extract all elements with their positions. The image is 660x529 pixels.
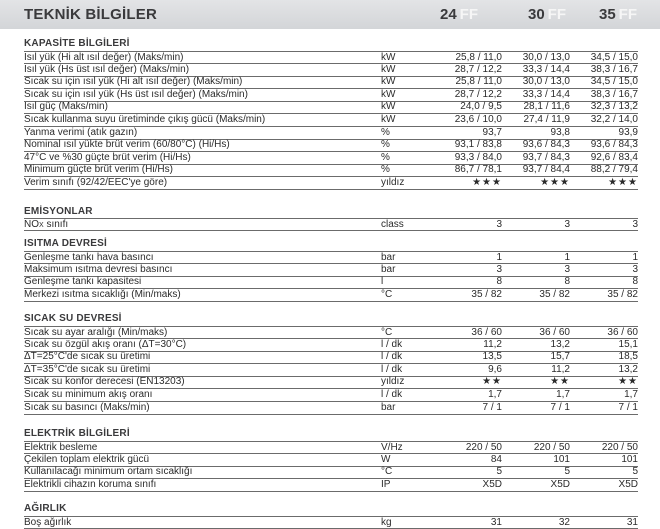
row-value: 7 / 1 — [482, 401, 502, 413]
row-value: 11,2 — [483, 338, 502, 350]
row-unit: % — [381, 139, 390, 151]
row-label: Sıcak su minimum akış oranı — [24, 389, 153, 400]
row-value: 13,2 — [550, 338, 570, 350]
row-unit: kW — [381, 76, 396, 88]
row-value: 7 / 1 — [550, 401, 570, 413]
row-unit: °C — [381, 288, 393, 300]
table-row — [24, 454, 638, 467]
row-label-text: NO — [24, 219, 39, 230]
row-value: 9,6 — [488, 363, 502, 375]
row-value: X5D — [482, 478, 502, 490]
row-label: Sıcak kullanma suyu üretiminde çıkış gücü (Maks/min) — [24, 114, 266, 125]
table-row — [24, 402, 638, 415]
row-value: 33,3 / 14,4 — [522, 88, 570, 100]
row-value: 30,0 / 13,0 — [522, 76, 570, 88]
row-unit: kW — [381, 114, 396, 125]
row-value: 36 / 60 — [607, 327, 638, 338]
row-unit: class — [381, 219, 404, 230]
row-value: 93,6 / 84,3 — [522, 139, 570, 151]
row-value: 5 — [496, 466, 502, 478]
row-value: 33,3 / 14,4 — [522, 63, 570, 75]
row-value: 93,1 / 83,8 — [454, 139, 502, 151]
row-label: Yanma verimi (atık gazın) — [24, 126, 138, 138]
section-title: KAPASİTE BİLGİLERİ — [24, 38, 130, 49]
row-value: 36 / 60 — [539, 327, 570, 338]
row-value: 220 / 50 — [533, 442, 570, 453]
row-unit: % — [381, 151, 390, 163]
row-value: 5 — [564, 466, 570, 478]
row-unit: yıldız — [381, 177, 405, 188]
row-value: 5 — [632, 466, 638, 478]
section-title: ELEKTRİK BİLGİLERİ — [24, 428, 130, 439]
row-value: 1,7 — [556, 389, 570, 400]
row-value: 1 — [632, 252, 638, 263]
row-label-subscript: X — [39, 222, 44, 229]
row-unit: bar — [381, 263, 396, 275]
row-value: 15,7 — [550, 351, 570, 363]
row-value: 11,2 — [551, 363, 570, 375]
row-value: 28,7 / 12,2 — [454, 88, 502, 100]
row-label: Verim sınıfı (92/42/EEC'ye göre) — [24, 177, 168, 188]
table-row — [24, 251, 638, 264]
row-value: 3 — [564, 263, 570, 275]
row-value: 1 — [496, 252, 502, 263]
table-row — [24, 218, 638, 231]
row-value: 32 — [558, 517, 570, 528]
row-value: 93,7 / 84,3 — [522, 151, 570, 163]
row-value: 93,3 / 84,0 — [454, 151, 502, 163]
star-rating: ★★★ — [608, 177, 638, 188]
table-row — [24, 326, 638, 339]
row-label: Sıcak su ayar aralığı (Min/maks) — [24, 327, 168, 338]
page-title: TEKNİK BİLGİLER — [24, 6, 157, 23]
row-unit: l / dk — [381, 338, 403, 350]
row-label: Merkezi ısıtma sıcaklığı (Min/maks) — [24, 288, 181, 300]
row-value: 36 / 60 — [471, 327, 502, 338]
star-rating: ★★★ — [540, 177, 570, 188]
row-value: 27,4 / 11,9 — [523, 114, 570, 125]
row-value: 30,0 / 13,0 — [522, 52, 570, 63]
row-value: 1,7 — [624, 389, 638, 400]
row-value: 34,5 / 15,0 — [590, 76, 638, 88]
row-unit: l / dk — [381, 351, 403, 363]
table-row — [24, 139, 638, 152]
section-title: SICAK SU DEVRESİ — [24, 313, 122, 324]
row-unit: kW — [381, 88, 396, 100]
row-value: 1,7 — [488, 389, 502, 400]
star-rating: ★★ — [550, 376, 570, 388]
row-value: 92,6 / 83,4 — [590, 151, 638, 163]
table-row — [24, 276, 638, 289]
row-label: Kullanılacağı minimum ortam sıcaklığı — [24, 466, 193, 478]
row-value: 8 — [496, 276, 502, 288]
row-unit: bar — [381, 252, 396, 263]
row-label: ΔT=35°C'de sıcak su üretimi — [24, 363, 151, 375]
table-row — [24, 64, 638, 77]
star-rating: ★★ — [618, 376, 638, 388]
row-unit: kW — [381, 63, 396, 75]
row-label: Nominal ısıl yükte brüt verim (60/80°C) (Hi/Hs) — [24, 139, 230, 151]
table-row — [24, 76, 638, 89]
row-value: 84 — [490, 453, 502, 465]
row-value: 1 — [564, 252, 570, 263]
row-value: 88,2 / 79,4 — [590, 164, 638, 176]
model-24ff: 24 FF — [439, 6, 478, 23]
row-value: 35 / 82 — [471, 288, 502, 300]
star-rating: ★★ — [482, 376, 502, 388]
table-header — [0, 0, 660, 29]
table-row — [24, 264, 638, 277]
row-value: 101 — [553, 453, 570, 465]
row-value: 8 — [564, 276, 570, 288]
table-row — [24, 114, 638, 127]
row-value: 220 / 50 — [465, 442, 502, 453]
table-row — [24, 127, 638, 140]
row-label: Maksimum ısıtma devresi basıncı — [24, 263, 173, 275]
table-row — [24, 339, 638, 352]
row-value: 28,7 / 12,2 — [454, 63, 502, 75]
row-value: X5D — [618, 478, 638, 490]
table-row — [24, 177, 638, 190]
row-label: Sıcak su için ısıl yük (Hs üst ısıl değer) (Maks/min) — [24, 88, 248, 100]
row-value: 93,9 — [618, 126, 638, 138]
row-label: Isıl yük (Hi alt ısıl değer) (Maks/min) — [24, 52, 184, 63]
table-row — [24, 101, 638, 114]
row-value: 93,6 / 84,3 — [590, 139, 638, 151]
row-label: ΔT=25°C'de sıcak su üretimi — [24, 351, 151, 363]
star-rating: ★★★ — [472, 177, 502, 188]
row-value: 18,5 — [618, 351, 638, 363]
table-row — [24, 441, 638, 454]
row-value: 93,8 — [550, 126, 570, 138]
row-label: Isıl yük (Hs üst ısıl değer) (Maks/min) — [24, 63, 190, 75]
section-title: EMİSYONLAR — [24, 206, 93, 217]
row-unit: l / dk — [381, 389, 403, 400]
table-row — [24, 289, 638, 302]
row-unit: l — [381, 276, 384, 288]
row-label: Elektrikli cihazın koruma sınıfı — [24, 478, 157, 490]
row-unit: °C — [381, 327, 393, 338]
row-value: 101 — [621, 453, 638, 465]
row-label: Boş ağırlık — [24, 517, 72, 528]
row-value: 93,7 / 84,4 — [522, 164, 570, 176]
model-30ff: 30 FF — [527, 6, 566, 23]
row-value: 3 — [496, 219, 502, 230]
row-value: 220 / 50 — [601, 442, 638, 453]
table-row — [24, 89, 638, 102]
row-value: 15,1 — [618, 338, 638, 350]
row-value: 24,0 / 9,5 — [460, 101, 502, 113]
row-value: 25,8 / 11,0 — [455, 52, 502, 63]
row-unit: kW — [381, 101, 396, 113]
table-row — [24, 389, 638, 402]
table-row — [24, 376, 638, 389]
row-label: Elektrik besleme — [24, 442, 98, 453]
row-value: 7 / 1 — [618, 401, 638, 413]
row-label — [24, 219, 68, 232]
row-unit: V/Hz — [381, 442, 403, 453]
table-row — [24, 164, 638, 177]
row-unit: kW — [381, 52, 396, 63]
row-label: Sıcak su için ısıl yük (Hi alt ısıl değer) (Maks/min) — [24, 76, 243, 88]
row-value: 3 — [632, 263, 638, 275]
row-unit: % — [381, 126, 390, 138]
table-row — [24, 466, 638, 479]
row-unit: kg — [381, 517, 392, 528]
model-35ff: 35 FF — [598, 6, 637, 23]
row-unit: l / dk — [381, 363, 403, 375]
row-value: 3 — [564, 219, 570, 230]
table-row — [24, 516, 638, 529]
row-value: 34,5 / 15,0 — [590, 52, 638, 63]
section-title: AĞIRLIK — [24, 503, 67, 514]
row-value: 32,3 / 13,2 — [590, 101, 638, 113]
row-label: Sıcak su basıncı (Maks/min) — [24, 401, 150, 413]
row-unit: yıldız — [381, 376, 405, 388]
row-unit: W — [381, 453, 391, 465]
row-value: 3 — [632, 219, 638, 230]
row-value: 31 — [490, 517, 502, 528]
row-label-tail: sınıfı — [43, 219, 69, 230]
row-value: 8 — [632, 276, 638, 288]
row-value: X5D — [550, 478, 570, 490]
row-value: 13,5 — [482, 351, 502, 363]
row-value: 13,2 — [618, 363, 638, 375]
row-label: Isıl güç (Maks/min) — [24, 101, 108, 113]
row-value: 31 — [626, 517, 638, 528]
row-value: 86,7 / 78,1 — [454, 164, 502, 176]
section-title: ISITMA DEVRESİ — [24, 238, 107, 249]
row-unit: °C — [381, 466, 393, 478]
row-value: 38,3 / 16,7 — [590, 63, 638, 75]
row-label: Çekilen toplam elektrik gücü — [24, 453, 150, 465]
row-value: 28,1 / 11,6 — [523, 101, 570, 113]
row-label: Genleşme tankı kapasitesi — [24, 276, 142, 288]
row-value: 35 / 82 — [607, 288, 638, 300]
row-unit: IP — [381, 478, 391, 490]
row-value: 93,7 — [482, 126, 502, 138]
row-value: 23,6 / 10,0 — [454, 114, 502, 125]
row-value: 35 / 82 — [539, 288, 570, 300]
table-row — [24, 152, 638, 165]
row-value: 32,2 / 14,0 — [590, 114, 638, 125]
row-unit: bar — [381, 401, 396, 413]
row-label: Genleşme tankı hava basıncı — [24, 252, 154, 263]
row-label: Sıcak su konfor derecesi (EN13203) — [24, 376, 185, 388]
table-row — [24, 479, 638, 492]
row-label: Sıcak su özgül akış oranı (ΔT=30°C) — [24, 338, 187, 350]
row-label: Minimum güçte brüt verim (Hi/Hs) — [24, 164, 173, 176]
row-unit: % — [381, 164, 390, 176]
table-row — [24, 351, 638, 364]
table-row — [24, 364, 638, 377]
row-value: 3 — [496, 263, 502, 275]
row-value: 38,3 / 16,7 — [590, 88, 638, 100]
table-row — [24, 51, 638, 64]
row-label: 47°C ve %30 güçte brüt verim (Hi/Hs) — [24, 151, 191, 163]
row-value: 25,8 / 11,0 — [455, 76, 502, 88]
